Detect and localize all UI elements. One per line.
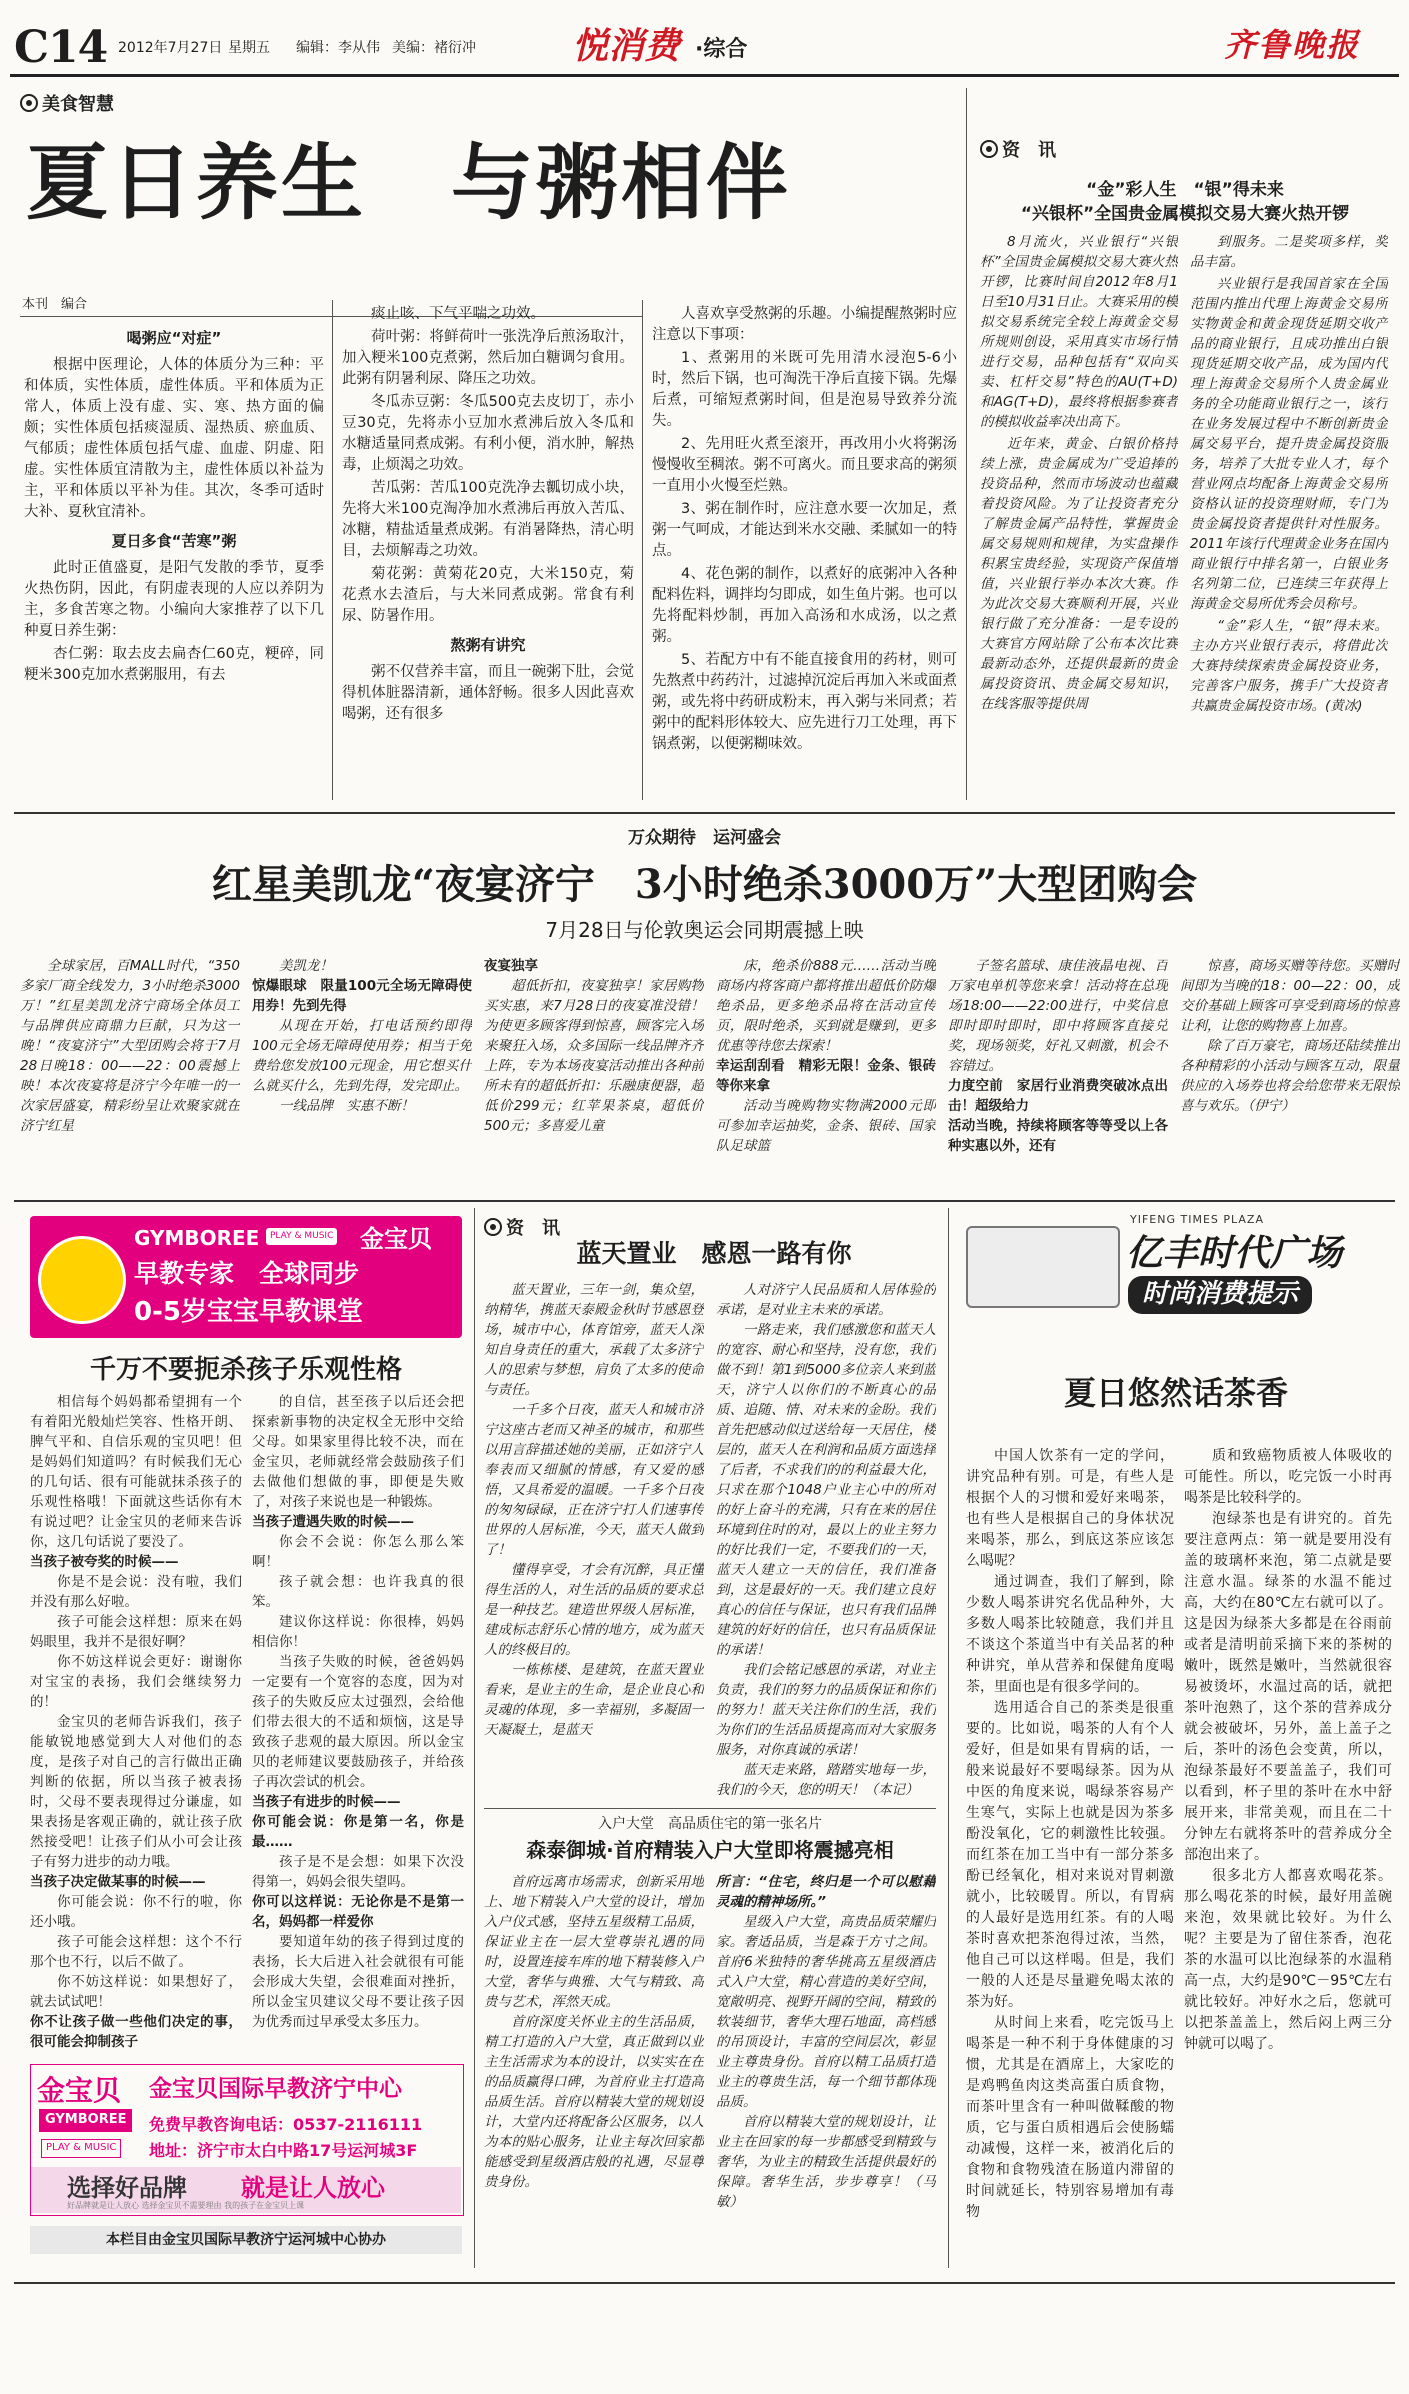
subheading: 你可能会说：你是第一名，你是最……: [252, 1814, 464, 1850]
yifeng-title: 夏日悠然话茶香: [1063, 1374, 1288, 1412]
page-bottom-rule: [14, 2282, 1395, 2284]
food-column-2: [342, 304, 634, 796]
paragraph: 孩子可能会这样想：原来在妈妈眼里，我并不是很好啊？: [30, 1614, 242, 1650]
news1-tag: 资 讯: [980, 138, 1056, 164]
editor-credit: 编辑：李从伟: [296, 40, 380, 56]
gymboree-ad-smallprint: 好品牌就是让人放心 选择金宝贝不需要理由 我的孩子在金宝贝上课: [67, 2201, 305, 2210]
paragraph: 美凯龙！: [279, 958, 333, 974]
news1-title-1: “金”彩人生 “银”得未来: [1086, 180, 1284, 200]
news2-column-3: [484, 1872, 704, 2262]
paragraph: 人喜欢享受熬粥的乐趣。小编提醒熬粥时应注意以下事项：: [652, 306, 957, 343]
paragraph: 建议你这样说：你很棒，妈妈相信你！: [252, 1614, 464, 1650]
subheading: 你可以这样说：无论你是不是第一名，妈妈都一样爱你: [252, 1894, 464, 1930]
gymboree-brand-cn: 金宝贝: [360, 1225, 432, 1253]
redstar-column-4: [716, 956, 936, 1192]
news2-column-1: [484, 1280, 704, 1802]
paragraph: 粥不仅营养丰富，而且一碗粥下肚，会觉得机体脏器清新，通体舒畅。很多人因此喜欢喝粥，还有很多: [342, 664, 634, 722]
section-title: 悦消费: [572, 25, 681, 67]
bullet-ring-icon: [20, 94, 38, 112]
paragraph: 一路走来，我们感激您和蓝天人的宽容、耐心和坚持，没有您，我们做不到！第1到5000多位亲人来到蓝天，济宁人以你们的不断真心的品质、追随、情、对未来的金盼。我们首先把感动似过送给每一天居住，楼层的，蓝天人在利润和品质方面选择了后者，不求我们的的利益最大化，只求在那个1048户业主心中的所对的好上奋斗的充满，只有在来的居住环境到住时的对，最以上的业主努力的好比我们一定，不要我们的一天，蓝天人建立一天的信任，我们准备到，这是最好的一天。我们建立良好真心的信任与保证，也只有我们品牌建筑的好好的信任，也只有品质保证的承诺！: [716, 1322, 936, 1658]
newspaper-logo: 齐鲁晚报: [1224, 26, 1361, 64]
gymboree-logo: GYMBOREE: [134, 1226, 260, 1250]
bullet-ring-icon: [980, 140, 998, 158]
paragraph: 除了百万豪宅，商场还陆续推出各种精彩的小活动与顾客互动，限量供应的入场券也将会给您带来无限惊喜与欢乐。（伊宁）: [1180, 1038, 1400, 1114]
paragraph: 星级入户大堂，高贵品质荣耀归家。奢适品质，当是森于方寸之间。首府6米独特的奢华挑高五星级酒店式入户大堂，精心营造的美好空间，宽敞明亮、视野开阔的空间，精致的软装细节，奢华大理石地面，高档感的吊顶设计，丰富的空间层次，彰显业主尊贵身份。首府以精工品质打造业主的尊贵生活，每一个细节都体现品质。: [716, 1914, 936, 2110]
band-rule-1: [14, 812, 1395, 814]
paragraph: 惊喜，商场买赠等待您。买赠时间即为当晚的18：00—22：00，成交价基础上顾客可享受到商场的惊喜让利，让您的购物喜上加喜。: [1180, 958, 1400, 1034]
news1-column-2: [1190, 232, 1388, 798]
paragraph: 要知道年幼的孩子得到过度的表扬，长大后进入社会就很有可能会形成大失望，会很难面对挫折，所以金宝贝建议父母不要让孩子因为优秀而过早承受太多压力。: [252, 1934, 464, 2030]
redstar-column-1: [20, 956, 240, 1192]
redstar-kicker: 万众期待 运河盛会: [628, 828, 781, 848]
paragraph: 我们会铭记感恩的承诺，对业主负责，我们的努力的品质保证和你们的努力！蓝天关注你们的生活，我们为你们的生活品质提高而对大家服务服务，对你真诚的承诺！: [716, 1662, 936, 1758]
yifeng-column-2: [1184, 1446, 1392, 2276]
gymboree-ad-slogan: [31, 2167, 461, 2213]
paragraph: 人对济宁人民品质和人居体验的承诺，是对业主未来的承诺。: [716, 1282, 936, 1318]
yifeng-tag: 时尚消费提示: [1128, 1276, 1312, 1314]
gymboree-column-1: [30, 1392, 242, 2050]
redstar-column-5: [948, 956, 1168, 1192]
paragraph: 子签名篮球、康佳液晶电视、百万家电单机等您来拿！活动将在总现场18:00——22:00进行，中奖信息即时即时即时，即中将顾客直接兑奖，现场领奖，好礼又刺激，机会不容错过。: [948, 958, 1168, 1074]
news2-tag: 资 讯: [484, 1216, 560, 1242]
subheading: 夏日多食“苦寒”粥: [111, 532, 237, 550]
paragraph: 首府深度关怀业主的生活品质，精工打造的入户大堂，真正做到以业主生活需求为本的设计，以实实在在的品质赢得口碑，为首府业主打造高品质生活。首府以精装大堂的规划设计，大堂内还将配备公区服务，以人为本的贴心服务，让业主每次回家都能感受到星级酒店般的礼遇，尽显尊贵身份。: [484, 2014, 704, 2190]
paragraph: 你可能会说：你不行的啦，你还小哦。: [30, 1894, 242, 1930]
subheading: 当孩子决定做某事的时候——: [30, 1874, 206, 1890]
redstar-subtitle: 7月28日与伦敦奥运会同期震撼上映: [545, 918, 864, 942]
paragraph: 8月流火，兴业银行“兴银杯”全国贵金属模拟交易大赛火热开锣，比赛时间自2012年8月1日至10月31日止。大赛采用的模拟交易系统完全较上海黄金交易所规则创设，采用真实市场行情进行交易，品种包括有“双向买卖、杠杆交易”特色的AU(T+D)和AG(T+D)，最终将根据参赛者的模拟收益率决出高下。: [980, 234, 1178, 430]
yifeng-plaza-en: YIFENG TIMES PLAZA: [1130, 1213, 1264, 1226]
food-title: 夏日养生 与粥相伴: [26, 135, 792, 231]
news1-column-1: [980, 232, 1178, 798]
paragraph: 中国人饮茶有一定的学问，讲究品种有别。可是，有些人是根据个人的习惯和爱好来喝茶，也有些人是根据自己的身体状况来喝茶，那么，到底这茶应该怎么喝呢？: [966, 1448, 1174, 1569]
paragraph: 选用适合自己的茶类是很重要的。比如说，喝茶的人有个人爱好，但是如果有胃病的话，一般来说最好不要喝绿茶。因为从中医的角度来说，喝绿茶容易产生寒气，实际上也就是因为茶多酚没氧化，它的刺激性比较强。而红茶在加工当中有一部分茶多酚已经氧化，相对来说对胃刺激就小，比较暖胃。所以，有胃病的人最好是选用红茶。有的人喝茶时喜欢把茶泡得过浓，当然，他自己可以这样喝。但是，我们一般的人还是尽量避免喝太浓的茶为好。: [966, 1700, 1174, 2010]
redstar-column-2: [252, 956, 472, 1192]
food-divider-2: [642, 300, 643, 800]
gymboree-ad-play-badge: PLAY & MUSIC: [41, 2139, 121, 2158]
yifeng-emblem-icon: [966, 1226, 1120, 1308]
mid-divider-1: [474, 1208, 475, 2268]
paragraph: 一栋栋楼、是建筑，在蓝天置业看来，是业主的生命，是企业良心和灵魂的体现，多一幸福别，多凝固一天凝凝土，是蓝天: [484, 1662, 704, 1738]
masthead-rule: [10, 74, 1399, 77]
mid-divider-2: [948, 1208, 949, 2268]
yifeng-header: [960, 1212, 1392, 1320]
paragraph: 到服务。二是奖项多样，奖品丰富。: [1190, 234, 1388, 270]
subheading: 幸运刮刮看 精彩无限！金条、银砖等你来拿: [716, 1058, 936, 1094]
paragraph: 冬瓜赤豆粥：冬瓜500克去皮切丁，赤小豆30克，先将赤小豆加水煮沸后放入冬瓜和水糖适量同煮成粥。有利小便，消水肿，解热毒，止烦渴之功效。: [342, 394, 634, 473]
subheading: 所言：“住宅，终归是一个可以慰藉灵魂的精神场所。”: [716, 1874, 936, 1910]
paragraph: 活动当晚购物实物满2000元即可参加幸运抽奖，金条、银砖、国家队足球篮: [716, 1098, 936, 1154]
paragraph: 你会不会说：你怎么那么笨啊！: [252, 1534, 464, 1570]
news2-title: 蓝天置业 感恩一路有你: [576, 1239, 852, 1268]
paragraph: 泡绿茶也是有讲究的。首先要注意两点：第一就是要用没有盖的玻璃杯来泡，第二点就是要注意水温。绿茶的水温不能过高，大约在80℃左右就可以了。这是因为绿茶大多都是在谷雨前或者是清明前采摘下来的茶树的嫩叶，既然是嫩叶，当然就很容易被烫坏，水温过高的话，就把茶叶泡熟了，这个茶的营养成分就会被破坏，另外，盖上盖子之后，茶叶的汤色会变黄，所以，泡绿茶最好不要盖盖子，我们可以看到，杯子里的茶叶在水中舒展开来，非常美观，而且在二十分钟左右就将茶叶的营养成分全部泡出来了。: [1184, 1511, 1392, 1863]
gymboree-slogan-2: 0-5岁宝宝早教课堂: [134, 1297, 363, 1327]
redstar-title: 红星美凯龙“夜宴济宁 3小时绝杀3000万”大型团购会: [211, 861, 1198, 908]
paragraph: 当孩子失败的时候，爸爸妈妈一定要有一个宽容的态度，因为对孩子的失败反应太过强烈，会给他们带去很大的不适和烦恼，这是导致孩子悲观的最大原因。所以金宝贝的老师建议要鼓励孩子，并给孩子再次尝试的机会。: [252, 1654, 464, 1790]
paragraph: 近年来，黄金、白银价格持续上涨，贵金属成为广受追捧的投资品种，然而市场波动也蕴藏着投资风险。为了让投资者充分了解贵金属产品特性，掌握贵金属交易规则和规律，为实盘操作积累宝贵经验，实现资产保值增值，兴业银行举办本次大赛。作为此次交易大赛顺利开展，兴业银行做了充分准备：一是专设的大赛官方网站除了公布本次比赛最新动态外，还提供最新的贵金属投资资讯、贵金属交易知识，在线客服等提供周: [980, 436, 1178, 712]
subheading: 活动当晚，持续将顾客等等受以上各种实惠以外，还有: [948, 1118, 1168, 1154]
gymboree-play-badge: PLAY & MUSIC: [266, 1228, 337, 1245]
bullet-ring-icon: [484, 1218, 502, 1236]
paragraph: 很多北方人都喜欢喝花茶。那么喝花茶的时候，最好用盖碗来泡，效果就比较好。为什么呢？主要是为了留住茶香，泡花茶的水温可以比泡绿茶的水温稍高一点，大约是90℃－95℃左右就比较好。冲好水之后，您就可以把茶盖盖上，然后闷上两三分钟就可以喝了。: [1184, 1868, 1392, 2052]
subheading: 你不让孩子做一些他们决定的事，很可能会抑制孩子: [30, 2014, 242, 2050]
paragraph: 4、花色粥的制作，以煮好的底粥冲入各种配料佐料，调拌均匀即成，如生鱼片粥。也可以先将配料炒制，再加入高汤和水成汤，以之煮粥。: [652, 566, 957, 645]
paragraph: 金宝贝的老师告诉我们，孩子能敏锐地感觉到大人对他们的态度，是孩子对自己的言行做出正确判断的依据，所以当孩子被表扬时，父母不要表现得过分谦虚，如果表扬是客观正确的，就让孩子欣然接受吧！让孩子们从小可会让孩子有努力进步的动力哦。: [30, 1714, 242, 1870]
paragraph: 5、若配方中有不能直接食用的药材，则可先熬煮中药药汁，过滤掉沉淀后再加入米或面煮粥，或先将中药研成粉末，再入粥与米同煮；若粥中的配料形体较大、应先进行刀工处理，再下锅煮粥，以便粥糊味效。: [652, 652, 957, 752]
subheading: 惊爆眼球 限量100元全场无障碍使用券！先到先得: [252, 978, 472, 1014]
gymboree-ad: [30, 2064, 464, 2216]
redstar-column-6: [1180, 956, 1400, 1192]
paragraph: 你是不是会说：没有啦，我们并没有那么好啦。: [30, 1574, 242, 1610]
subheading: 熬粥有讲究: [450, 636, 526, 654]
paragraph: 荷叶粥：将鲜荷叶一张洗净后煎汤取汁，加入粳米100克煮粥，然后加白糖调匀食用。此粥有阴暑利尿、降压之功效。: [342, 329, 634, 387]
paragraph: 此时正值盛夏，是阳气发散的季节，夏季火热伤阴，因此，有阴虚表现的人应以养阴为主，多食苦寒之物。小编向大家推荐了以下几种夏日养生粥：: [24, 560, 324, 639]
paragraph: 一千多个日夜，蓝天人和城市济宁这座古老而又神圣的城市，和那些以用言辞描述她的美丽，正如济宁人奉表而又细腻的情感，有又爱的感悟，又具希爱的温暖。一千多个日夜的匆匆碌碌，正在济宁打人们速事传世界的人居标准，今天，蓝天人做到了！: [484, 1402, 704, 1558]
paragraph: 质和致癌物质被人体吸收的可能性。所以，吃完饭一小时再喝茶是比较科学的。: [1184, 1448, 1392, 1506]
paragraph: 孩子是不是会想：如果下次没得第一，妈妈会很失望吗。: [252, 1854, 464, 1890]
page-number: C14: [14, 22, 108, 73]
paragraph: 超低折扣，夜宴独享！家居购物买实惠，来7月28日的夜宴准没错！为使更多顾客得到惊喜，顾客完入场来聚狂入场，众多国际一线品牌齐齐上阵，专为本场夜宴活动推出各种前所未有的超低折扣：乐融康便器，超低价299元；红苹果茶桌，超低价500元；多喜爱儿童: [484, 978, 704, 1134]
paragraph: 兴业银行是我国首家在全国范围内推出代理上海黄金交易所实物黄金和黄金现货延期交收产品的商业银行，且成功推出白银现货延期交收产品，成为国内代理上海黄金交易所个人贵金属业务的全功能商业银行之一，该行在业务发展过程中不断创新贵金属交易平台，提升贵金属投资服务，培养了大批专业人才，每个营业网点均配备上海黄金交易所资格认证的投资理财师，专门为贵金属投资者提供针对性服务。2011年该行代理黄金业务在国内商业银行中排名第一，白银业务名列第二位，已连续三年获得上海黄金交易所优秀会员称号。: [1190, 276, 1388, 612]
paragraph: 懂得享受，才会有沉醉，具正懂得生活的人，对生活的品质的要求总是一种技艺。建造世界级人居标准，建成标志舒乐心情的地方，成为蓝天人的终极目的。: [484, 1562, 704, 1658]
yifeng-brand: 亿丰时代广场: [1126, 1233, 1343, 1274]
food-section-tag: 美食智慧: [20, 92, 114, 118]
food-byline: 本刊 编合: [22, 297, 88, 312]
gymboree-footer: 本栏目由金宝贝国际早教济宁运河城中心协办: [30, 2226, 462, 2254]
news2-rule: [484, 1808, 936, 1809]
news2-kicker2: 入户大堂 高品质住宅的第一张名片: [598, 1816, 822, 1832]
band-rule-2: [14, 1200, 1395, 1202]
gymboree-title: 千万不要扼杀孩子乐观性格: [89, 1355, 402, 1385]
gymboree-banner: [30, 1216, 462, 1338]
redstar-column-3: [484, 956, 704, 1192]
paragraph: 相信每个妈妈都希望拥有一个有着阳光般灿烂笑容、性格开朗、脾气平和、自信乐观的宝贝吧！但是妈妈们知道吗？有时候我们无心的几句话、很有可能就抹杀孩子的乐观性格哦！下面就这些话你有木有说过吧？让金宝贝的老师来告诉你，这几句话说了要没了。: [30, 1394, 242, 1550]
paragraph: 痰止咳、下气平喘之功效。: [371, 306, 545, 322]
paragraph: 蓝天走来路，踏踏实地每一步，我们的今天，您的明天！（本记）: [716, 1762, 936, 1798]
paragraph: 首府以精装大堂的规划设计，让业主在回家的每一步都感受到精致与奢华，为业主的精致生活提供最好的保障。奢华生活，步步尊享！（马敏）: [716, 2114, 936, 2210]
paragraph: 通过调查，我们了解到，除少数人喝茶讲究名优品种外，大多数人喝茶比较随意，我们并且不谈这个茶道当中有关品茗的种种讲究，单从营养和保健角度喝茶，里面也是有很多学问的。: [966, 1574, 1174, 1695]
paragraph: 3、粥在制作时，应注意水要一次加足，煮粥一气呵成，才能达到米水交融、柔腻如一的特点。: [652, 501, 957, 559]
gymboree-slogan-1: 早教专家 全球同步: [134, 1259, 360, 1288]
paragraph: 一线品牌 实惠不断！: [279, 1098, 414, 1114]
gymboree-ad-logo: GYMBOREE: [39, 2109, 132, 2132]
paragraph: 孩子就会想：也许我真的很笨。: [252, 1574, 464, 1610]
subheading: 当孩子有进步的时候——: [252, 1794, 401, 1810]
paragraph: 孩子可能会这样想：这个不行那个也不行，以后不做了。: [30, 1934, 242, 1970]
food-column-3: [652, 304, 957, 796]
gymboree-mascot-icon: [38, 1236, 126, 1324]
paragraph: 根据中医理论，人体的体质分为三种：平和体质，实性体质，虚性体质。平和体质为正常人，体质上没有虚、实、寒、热方面的偏颇；实性体质包括痰湿质、湿热质、瘀血质、气郁质；虚性体质包括气虚、血虚、阴虚、阳虚。实性体质宜清散为主，虚性体质以补益为主，平和体质以平补为佳。其次，冬季可适时大补、夏秋宜清补。: [24, 357, 324, 520]
gymboree-ad-phone: 免费早教咨询电话：0537-2116111: [149, 2115, 423, 2134]
paragraph: 你不妨这样说会更好：谢谢你对宝宝的表扬，我们会继续努力的！: [30, 1654, 242, 1710]
paragraph: 首府远离市场需求，创新采用地上、地下精装入户大堂的设计，增加入户仪式感，坚持五星级精工品质，保证业主在一层大堂尊崇礼遇的同时，设置连接车库的地下精装修入户大堂，奢华与典雅、大气与精致、高贵与艺术，浑然天成。: [484, 1874, 704, 2010]
paragraph: 从时间上来看，吃完饭马上喝茶是一种不利于身体健康的习惯，尤其是在酒席上，大家吃的是鸡鸭鱼肉这类高蛋白质食物，而茶叶里含有一种叫做鞣酸的物质，它与蛋白质相遇后会使肠蠕动减慢，这样一来，被消化后的食物和食物残渣在肠道内滞留的时间就延长，特别容易增加有毒物: [966, 2015, 1174, 2220]
subheading: 当孩子被夸奖的时候——: [30, 1554, 179, 1570]
food-column-1: [24, 320, 324, 796]
paragraph: 苦瓜粥：苦瓜100克洗净去瓤切成小块，先将大米100克淘净加水煮沸后再放入苦瓜、冰糖，精盐适量煮成粥。有消暑降热，清心明目，去烦解毒之功效。: [342, 480, 634, 559]
paragraph: 蓝天置业，三年一剑，集众望，纳精华，携蓝天泰殿金秋时节感恩登场，城市中心，体育馆旁，蓝天人深知自身责任的重大，承载了太多济宁人的思索与梦想，肩负了太多的使命与责任。: [484, 1282, 704, 1398]
issue-date: 2012年7月27日: [118, 40, 223, 56]
gymboree-ad-slogan-2: 就是让人放心: [241, 2174, 385, 2202]
paragraph: 杏仁粥：取去皮去扁杏仁60克，粳碎，同粳米300克加水煮粥服用，有去: [24, 646, 324, 683]
paragraph: 的自信，甚至孩子以后还会把探索新事物的决定权全无形中交给父母。如果家里得比较不决，而在金宝贝，老师就经常会鼓励孩子们去做他们想做的事，即便是失败了，对孩子来说也是一种锻炼。: [252, 1394, 464, 1510]
paragraph: 床，绝杀价888元……活动当晚商场内将客商户都将推出超低价防爆绝杀品，更多绝杀品将在活动宣传页，限时绝杀，买到就是赚到，更多优惠等待您去探索！: [716, 958, 936, 1054]
gymboree-ad-slogan-1: 选择好品牌: [67, 2174, 187, 2202]
subheading: 喝粥应“对症”: [126, 329, 222, 347]
issue-weekday: 星期五: [228, 40, 270, 56]
yifeng-column-1: [966, 1446, 1174, 2276]
news1-divider: [966, 88, 967, 800]
designer-credit: 美编：褚衍冲: [392, 40, 476, 56]
paragraph: 2、先用旺火煮至滚开，再改用小火将粥汤慢慢收至稠浓。粥不可离火。而且要求高的粥须一直用小火慢至烂熟。: [652, 436, 957, 494]
masthead: [0, 0, 1409, 78]
gymboree-ad-brand: 金宝贝: [37, 2074, 122, 2107]
paragraph: 菊花粥：黄菊花20克，大米150克，菊花煮水去渣后，与大米同煮成粥。常食有利尿、防暑作用。: [342, 566, 634, 624]
news1-title-2: “兴银杯”全国贵金属模拟交易大赛火热开锣: [1020, 204, 1350, 224]
gymboree-ad-title: 金宝贝国际早教济宁中心: [149, 2076, 402, 2102]
gymboree-ad-address: 地址：济宁市太白中路17号运河城3F: [149, 2141, 418, 2160]
paragraph: 你不妨这样说：如果想好了，就去试试吧！: [30, 1974, 242, 2010]
gymboree-column-2: [252, 1392, 464, 2050]
paragraph: 全球家居，百MALL时代，“350多家厂商全线发力，3小时绝杀3000万！”红星美凯龙济宁商场全体员工与品牌供应商鼎力巨献，只为这一晚！“夜宴济宁”大型团购会将于7月28日晚18：00——22：00震撼上映！本次夜宴将是济宁今年唯一的一次家居盛宴，精彩纷呈让欢聚家就在济宁红星: [20, 958, 240, 1134]
food-divider-1: [332, 300, 333, 800]
paragraph: 1、煮粥用的米既可先用清水浸泡5-6小时，然后下锅，也可淘洗干净后直接下锅。先爆后煮，可缩短煮粥时间，但是泡易导致养分流失。: [652, 350, 957, 429]
news2-column-4: [716, 1872, 936, 2262]
subheading: 夜宴独享: [484, 958, 538, 974]
section-subtitle: ·综合: [695, 37, 748, 62]
paragraph: “金”彩人生，“银”得未来。主办方兴业银行表示，将借此次大赛持续探索贵金属投资业务，完善客户服务，携手广大投资者共赢贵金属投资市场。(黄冰): [1190, 618, 1388, 714]
paragraph: 从现在开始，打电话预约即得100元全场无障碍使用券；相当于免费给您发放100元现金，用它想买什么就买什么，先到先得，发完即止。: [252, 1018, 472, 1094]
subheading: 力度空前 家居行业消费突破冰点出击！超级给力: [948, 1078, 1168, 1114]
news2-column-2: [716, 1280, 936, 1802]
subheading: 当孩子遭遇失败的时候——: [252, 1514, 414, 1530]
news2-title2: 森泰御城·首府精装入户大堂即将震撼亮相: [526, 1838, 894, 1862]
